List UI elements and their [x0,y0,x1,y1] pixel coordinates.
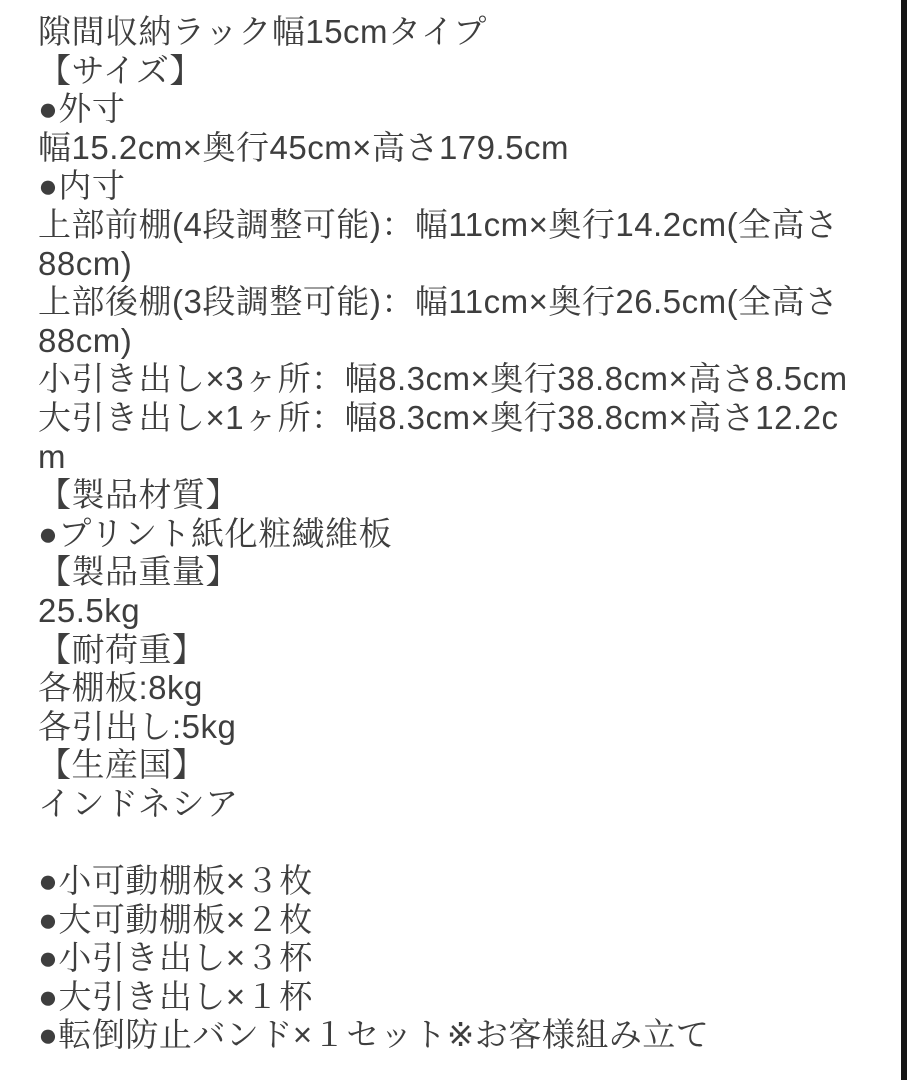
text-line: 各棚板:8kg [38,669,203,707]
text-line: ●外寸 [38,90,126,128]
text-line: ●転倒防止バンド×１セット※お客様組み立て [38,1016,710,1054]
text-line: ●大可動棚板×２枚 [38,900,313,938]
text-line: 上部前棚(4段調整可能)：幅11cm×奥行14.2cm(全高さ [38,205,839,243]
text-line: 各引出し:5kg [38,707,237,745]
text-line: 88cm) [38,244,133,282]
text-line: 【製品材質】 [38,476,239,514]
text-line: 【生産国】 [38,746,206,784]
text-line: インドネシア [38,784,239,822]
blank-line [38,823,898,862]
right-edge-bar [901,0,907,1080]
text-line: 大引き出し×1ヶ所：幅8.3cm×奥行38.8cm×高さ12.2c [38,398,839,436]
text-line: ●大引き出し×１杯 [38,977,313,1015]
text-line: ●小可動棚板×３枚 [38,862,313,900]
text-line: m [38,437,66,475]
text-line: 隙間収納ラック幅15cmタイプ [38,13,487,50]
product-description-text [38,13,898,1055]
text-line: 【耐荷重】 [38,630,206,668]
text-line: 25.5kg [38,591,141,629]
text-line: 【製品重量】 [38,553,239,591]
text-line: 上部後棚(3段調整可能)：幅11cm×奥行26.5cm(全高さ [38,283,839,321]
text-line: 小引き出し×3ヶ所：幅8.3cm×奥行38.8cm×高さ8.5cm [38,360,848,398]
text-line: ●小引き出し×３杯 [38,939,313,977]
text-line: ●プリント紙化粧繊維板 [38,514,393,552]
text-line: 88cm) [38,321,133,359]
text-line: ●内寸 [38,167,126,205]
text-line: 幅15.2cm×奥行45cm×高さ179.5cm [38,128,570,166]
text-line: 【サイズ】 [38,51,203,89]
